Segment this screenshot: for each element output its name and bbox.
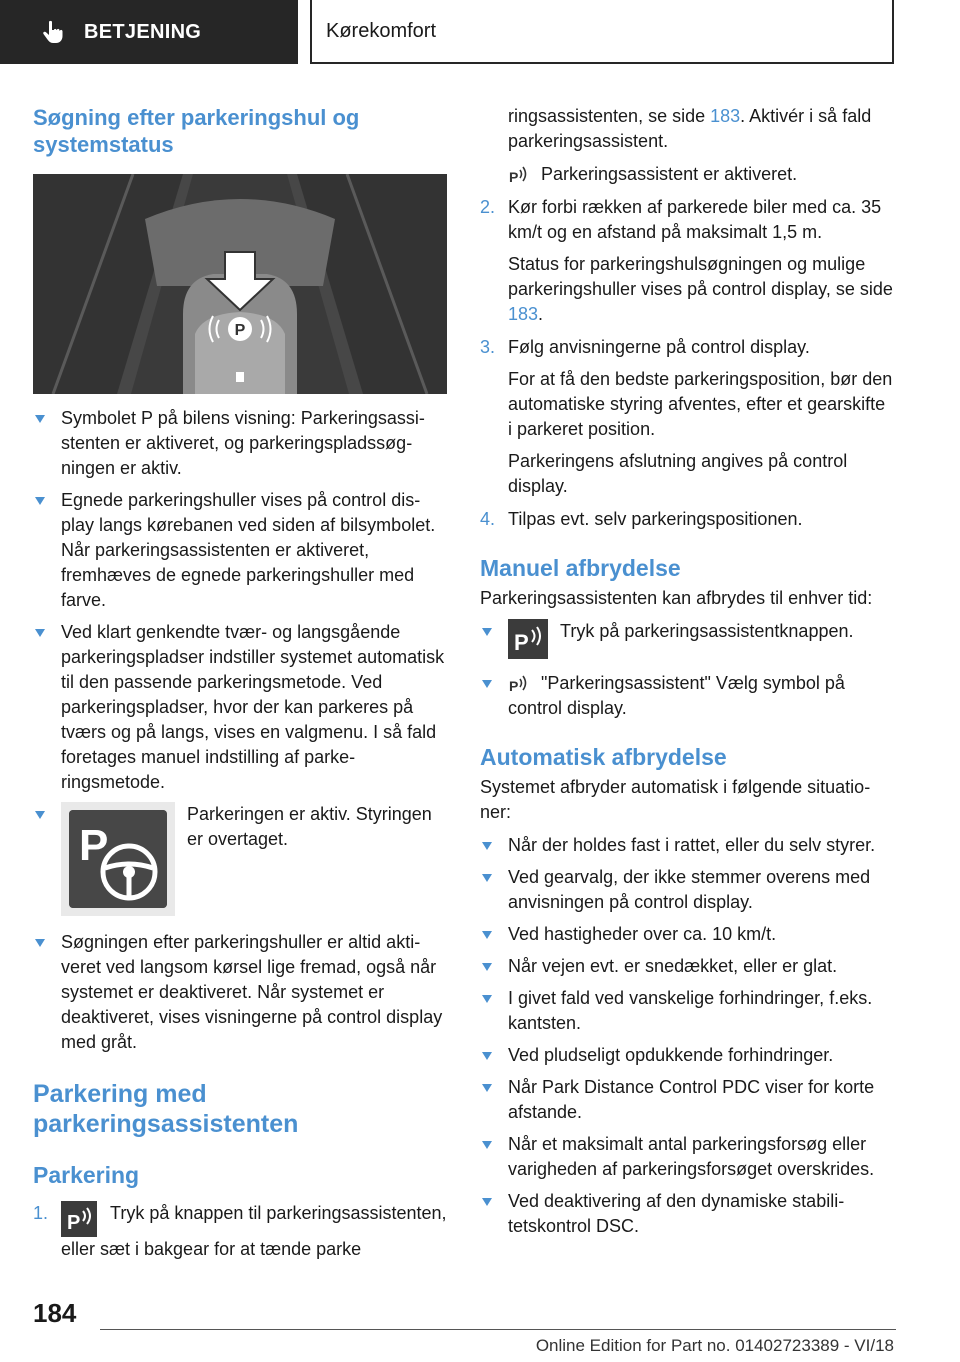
parking-assistant-symbol-icon: [508, 673, 530, 695]
section-title: BETJENING: [84, 20, 202, 43]
svg-text:P: P: [509, 169, 519, 186]
bullet-triangle-icon: [35, 811, 45, 819]
parking-steering-icon: [69, 810, 167, 908]
right-column: [480, 104, 894, 1239]
steering-active-icon-frame: [61, 802, 175, 916]
bullet-triangle-icon: [482, 680, 492, 688]
heading-parking-search: Søgning efter parkeringshul og systemstatus: [33, 105, 360, 157]
bullet-triangle-icon: [35, 415, 45, 423]
svg-text:P: P: [67, 1212, 81, 1234]
list-item: Når Park Distance Control PDC viser for korte afstande.: [480, 1075, 894, 1125]
list-item: Ved gearvalg, der ikke stemmer overens med anvisningen på control display.: [480, 865, 894, 915]
bullet-triangle-icon: [35, 629, 45, 637]
continued-text: ringsassistenten, se side 183. Aktivér i så fald parkeringsassistent.: [508, 106, 872, 151]
bullet-triangle-icon: [482, 1052, 492, 1060]
list-item: Når der holdes fast i rattet, eller du selv styrer.: [480, 833, 894, 858]
parking-assistant-figure: [33, 174, 447, 394]
footer-divider: [100, 1329, 896, 1330]
step-number: 1.: [33, 1203, 49, 1223]
step-sub-text: For at få den bedste parkeringsposition, bør den automatiske styring afventes, efter et gearskifte i parkeret position.: [508, 369, 893, 439]
edition-text: Online Edition for Part no. 01402723389 - VI/18: [535, 1336, 894, 1355]
header-chapter-box: [310, 0, 894, 64]
list-item: Symbolet P på bilens visning: Parkeringsassistenten er aktiveret, og parkeringspladssøgningen er aktiv.: [33, 406, 447, 481]
svg-text:P: P: [234, 322, 246, 339]
step-number: 4.: [480, 509, 496, 529]
list-item: Når et maksimalt antal parkeringsforsøg eller varigheden af parkeringsforsøget overskrides.: [480, 1132, 894, 1182]
header-section-tab: [0, 0, 298, 64]
car-illustration: [33, 174, 447, 394]
bullet-triangle-icon: [482, 1084, 492, 1092]
list-item: Ved pludseligt opdukkende forhindringer.: [480, 1043, 894, 1068]
step-number: 3.: [480, 337, 496, 357]
bullet-triangle-icon: [482, 995, 492, 1003]
step-item: 2. Kør forbi rækken af parkerede biler med ca. 35 km/t og en afstand på maksimalt 1,5 m.: [480, 197, 882, 242]
bullet-triangle-icon: [482, 628, 492, 636]
bullet-triangle-icon: [482, 1198, 492, 1206]
page-link[interactable]: 183: [710, 106, 741, 126]
bullet-triangle-icon: [482, 1141, 492, 1149]
page-link[interactable]: 183: [508, 304, 539, 324]
heading-parking-with-assistant: Parkering med parkeringsassistenten: [33, 1080, 299, 1138]
heading-manual-cancel: Manuel afbrydelse: [480, 555, 681, 581]
heading-parking: Parkering: [33, 1162, 140, 1188]
bullet-triangle-icon: [482, 963, 492, 971]
heading-automatic-cancel: Automatisk afbrydelse: [480, 744, 727, 770]
step-item: 4. Tilpas evt. selv parkeringspositionen.: [480, 507, 894, 532]
bullet-triangle-icon: [482, 874, 492, 882]
list-item: P "Parkeringsassistent" Vælg symbol på control display.: [480, 671, 894, 721]
bullet-triangle-icon: [35, 939, 45, 947]
step-item: 1. P Tryk på knappen til parkeringsassistenten, eller sæt i bakgear for at tænde parke: [33, 1203, 447, 1259]
auto-intro: Systemet afbryder automatisk i følgende situationer:: [480, 777, 871, 822]
auto-bullet-list: [480, 833, 894, 1239]
step-sub-text: Parkeringens afslutning angives på control display.: [508, 451, 848, 496]
list-item: Egnede parkeringshuller vises på control display langs kørebanen ved siden af bilsymbolet. Når parkeringsassistenten er aktiveret, fremhæves de egnede parkeringshuller med farve.: [33, 488, 447, 613]
list-item: P Parkeringen er aktiv. Styringen er overtaget.: [33, 802, 447, 916]
step-item: 3. Følg anvisningerne på control display.: [480, 335, 894, 360]
parking-assistant-button-icon: [508, 619, 548, 659]
svg-text:P: P: [514, 630, 529, 655]
list-item: Ved klart genkendte tvær- og langsgående parkeringspladser indstiller systemet automatisk til den passende parkeringsmetode. Ved parkeringspladser, hvor der kan parkeres på tværs og på langs, vises en valgmenu. I så fald foretages manuel indstilling af parkeringsmetode.: [33, 620, 447, 795]
bullet-triangle-icon: [35, 497, 45, 505]
manual-intro: Parkeringsassistenten kan afbrydes til enhver tid:: [480, 588, 873, 608]
list-item: Ved hastigheder over ca. 10 km/t.: [480, 922, 894, 947]
hand-touch-icon: [40, 19, 66, 45]
list-item: I givet fald ved vanskelige forhindringer, f.eks. kantsten.: [480, 986, 894, 1036]
chapter-title: Kørekomfort: [326, 19, 437, 42]
list-item: Ved deaktivering af den dynamiske stabilitetskontrol DSC.: [480, 1189, 894, 1239]
parking-assistant-button-icon: [61, 1201, 97, 1237]
list-item: Når vejen evt. er snedækket, eller er glat.: [480, 954, 894, 979]
svg-text:P: P: [79, 821, 109, 870]
parking-assistant-symbol-icon: [508, 164, 530, 186]
list-item: P Tryk på parkeringsassistentknappen.: [480, 619, 894, 659]
left-column: [33, 104, 447, 1262]
page-number: 184: [33, 1298, 77, 1328]
bullet-triangle-icon: [482, 842, 492, 850]
step-sub-text: Status for parkeringshulsøgningen og mulige parkeringshuller vises på control display, se side 183.: [508, 254, 893, 324]
status-line: P Parkeringsassistent er aktiveret.: [509, 164, 798, 186]
list-item: Søgningen efter parkeringshuller er altid aktiveret ved langsom kørsel lige fremad, også når systemet er deaktiveret. Når systemet er deaktiveret, vises visningerne på control display med gråt.: [33, 930, 447, 1055]
bullet-triangle-icon: [482, 931, 492, 939]
step-number: 2.: [480, 197, 496, 217]
svg-text:P: P: [509, 678, 519, 695]
